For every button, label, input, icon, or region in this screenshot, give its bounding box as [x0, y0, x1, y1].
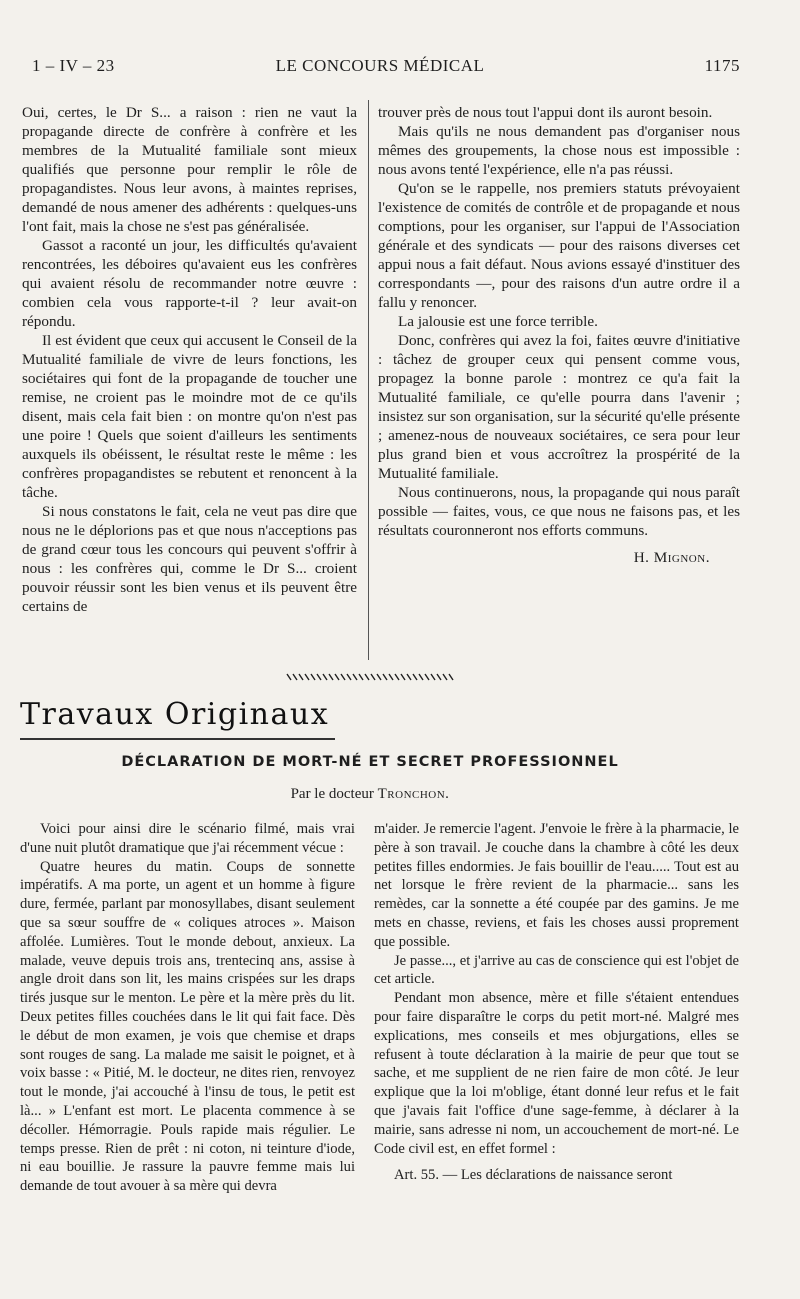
section-underline [20, 738, 335, 740]
paragraph: Oui, certes, le Dr S... a raison : rien ne vaut la propagande directe de confrère à confrère et les membres de la Mutualité familiale sont mieux qualifiés que personne pour remplir le rôle de propagandistes. Nous leur avons, à maintes reprises, demandé de nous amener des adhérents : quelques-uns l'ont fait, mais la chose ne s'est pas généralisée. [22, 104, 357, 235]
article-title: DÉCLARATION DE MORT-NÉ ET SECRET PROFESSIONNEL [121, 754, 619, 770]
paragraph: Je passe..., et j'arrive au cas de conscience qui est l'objet de cet article. [374, 952, 739, 988]
running-header [20, 56, 740, 84]
paragraph: La jalousie est une force terrible. [398, 313, 598, 330]
section-title: Travaux Originaux [20, 697, 330, 732]
byline-prefix: Par le docteur [290, 786, 374, 802]
byline [0, 786, 740, 803]
paragraph: Si nous constatons le fait, cela ne veut pas dire que nous ne le déplorions pas et que nous n'acceptions pas de grand cœur tous les concours qui peuvent s'offrir à nous : les confrères qui, comme le Dr S... croient pouvoir réussir sont les bien venus et ils peuvent être certains de [22, 503, 357, 615]
issue-date: 1 – IV – 23 [32, 56, 115, 75]
top-right-column [378, 103, 740, 567]
journal-title: LE CONCOURS MÉDICAL [275, 56, 485, 75]
author-name: Tronchon. [377, 786, 450, 802]
page-number: 1175 [704, 56, 740, 75]
paragraph: Donc, confrères qui avez la foi, faites œuvre d'initiative : tâchez de grouper ceux qui pensent comme vous, propagez la bonne parole : montrez ce qu'a fait la Mutualité familiale, ce qu'elle pourra dans l'avenir ; insistez sur son organisation, sur la sécurité qu'elle présente ; amenez-nous de nouveaux sociétaires, ce sera pour leur plus grand bien et vous accroîtrez la prospérité de la Mutualité familiale. [378, 332, 740, 482]
paragraph: Voici pour ainsi dire le scénario filmé, mais vrai d'une nuit plutôt dramatique que j'ai récemment vécue : [20, 821, 355, 856]
column-divider [368, 100, 369, 660]
paragraph: Gassot a raconté un jour, les difficultés qu'avaient rencontrées, les déboires qu'avaient eus les confrères qui avaient résolu de recommander notre œuvre : combien cela vous rapporte-t-il ? leur avait-on répondu. [22, 237, 357, 330]
paragraph: Quatre heures du matin. Coups de sonnette impératifs. A ma porte, un agent et un homme à figure dure, fermée, parlant par monosyllabes, disant seulement que sa sœur souffre de « coliques atroces ». Maison affolée. Lumières. Tout le monde debout, anxieux. La malade, veuve depuis trois ans, trentecinq ans, assise à angle droit dans son lit, les mains crispées sur les draps tirés jusque sur le menton. Le père et la mère près du lit. Deux petites filles couchées dans le lit qui fait face. Dès le début de mon examen, je vois que chemise et draps sont rouges de sang. La malade me saisit le poignet, et à voix basse : « Pitié, M. le docteur, ne dites rien, renvoyez tout le monde, j'ai accouché à l'insu de tous, le petit est là... » L'enfant est mort. Le placenta commence à se décoller. Hémorragie. Pouls rapide mais régulier. Le temps presse. Rien de prêt : ni coton, ni teinture d'iode, ni eau bouillie. Je rassure la pauvre femme mais lui demande de tout avouer à sa mère qui devra [20, 858, 355, 1195]
author-signature: H. Mignon. [633, 549, 710, 566]
top-left-column [22, 103, 357, 616]
bottom-left-column [20, 820, 355, 1196]
paragraph: m'aider. Je remercie l'agent. J'envoie le frère à la pharmacie, le père à son travail. Je couche dans la chambre à côté les deux petites filles endormies. Je fais bouillir de l'eau..... Tout est au net lorsque le frère revient de la pharmacie... sans les remèdes, car la sonnette a été coupée par des gamins. Je me mets en chasse, reviens, et fais les choses aussi proprement que possible. [374, 821, 739, 950]
ornament-divider [285, 672, 455, 682]
paragraph: Qu'on se le rappelle, nos premiers statuts prévoyaient l'existence de comités de contrôle et de propagande et nous comptions, pour les organiser, sur l'appui de l'Association générale et des syndicats — pour des raisons diverses cet appui nous a fait défaut. Nous avions essayé d'instituer des correspondants —, pour des raisons d'un autre ordre il a fallu y renoncer. [378, 180, 740, 311]
spacer [374, 1158, 739, 1166]
paragraph: Nous continuerons, nous, la propagande qui nous paraît possible — faites, vous, ce que nous ne faisons pas, et les résultats couronneront nos efforts communs. [378, 484, 740, 539]
bottom-right-column [374, 820, 739, 1185]
paragraph: trouver près de nous tout l'appui dont ils auront besoin. [378, 104, 713, 121]
paragraph: Mais qu'ils ne nous demandent pas d'organiser nous mêmes des groupements, la chose nous est impossible : nous avons tenté l'expérience, elle n'a pas réussi. [378, 123, 740, 178]
paragraph: Art. 55. — Les déclarations de naissance seront [394, 1167, 673, 1184]
paragraph: Pendant mon absence, mère et fille s'étaient entendues pour faire disparaître le corps du petit mort-né. Malgré mes explications, mes conseils et mes objurgations, elles se refusent à toute déclaration à la mairie de peur que tout se sache, et me supplient de ne rien faire de mon côté. Je leur explique que la loi m'oblige, étant donné leur refus et le fait que j'avais fait l'office d'une sage-femme, à déclarer à la mairie, sans adresse ni nom, un accouchement de mort-né. Le Code civil est, en effet formel : [374, 990, 739, 1157]
paragraph: Il est évident que ceux qui accusent le Conseil de la Mutualité familiale de vivre de leurs fonctions, les sociétaires qui font de la propagande de toucher une remise, ne croient pas le moindre mot de ce qu'ils disent, mais cela fait bien : on montre qu'on n'est pas une poire ! Quels que soient d'ailleurs les sentiments auxquels ils obéissent, le résultat reste le même : les confrères propagandistes se rebutent et renoncent à la tâche. [22, 332, 357, 501]
